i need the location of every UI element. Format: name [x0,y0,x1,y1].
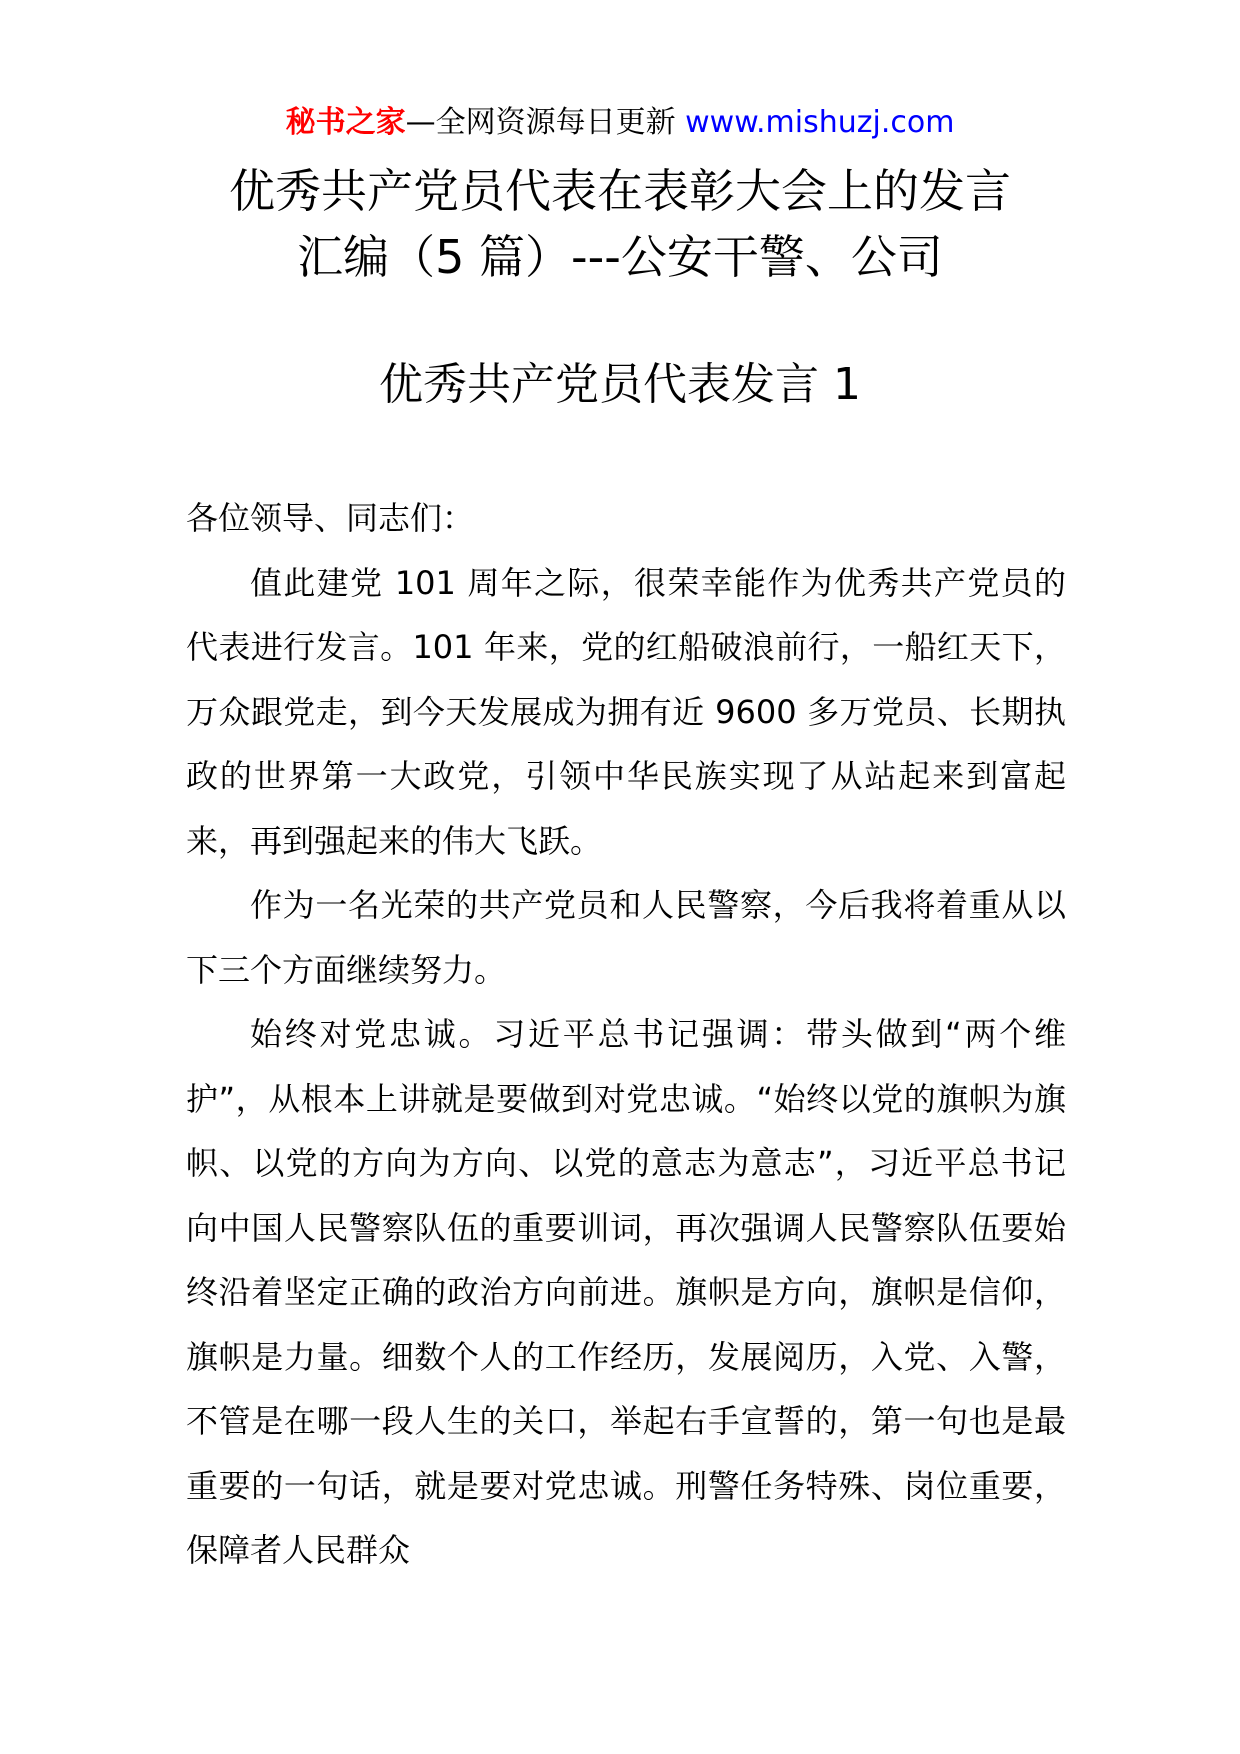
site-slogan: —全网资源每日更新 [405,105,686,140]
section-title: 优秀共产党员代表发言 1 [379,359,861,410]
site-brand: 秘书之家 [285,105,406,140]
site-url-link[interactable]: www.mishuzj.com [685,105,955,140]
document-title-line-1: 优秀共产党员代表在表彰大会上的发言 [229,164,1011,218]
salutation: 各位领导、同志们： [186,499,475,537]
paragraph-2: 作为一名光荣的共产党员和人民警察，今后我将着重从以下三个方面继续努力。 [186,886,1066,989]
document-body [186,486,1066,1583]
site-header [0,102,1240,144]
paragraph-1: 值此建党 101 周年之际，很荣幸能作为优秀共产党员的代表进行发言。101 年来，党的红船破浪前行，一船红天下，万众跟党走，到今天发展成为拥有近 9600 多万党员、长期执政的世界第一大政党，引领中华民族实现了从站起来到富起来，再到强起来的伟大飞跃。 [186,563,1066,860]
document-title-line-2: 汇编（5 篇）---公安干警、公司 [297,230,943,284]
document-title [0,158,1240,290]
paragraph-3: 始终对党忠诚。习近平总书记强调：带头做到“两个维护”，从根本上讲就是要做到对党忠诚。“始终以党的旗帜为旗帜、以党的方向为方向、以党的意志为意志”，习近平总书记向中国人民警察队伍的重要训词，再次强调人民警察队伍要始终沿着坚定正确的政治方向前进。旗帜是方向，旗帜是信仰，旗帜是力量。细数个人的工作经历，发展阅历，入党、入警，不管是在哪一段人生的关口，举起右手宣誓的，第一句也是最重要的一句话，就是要对党忠诚。刑警任务特殊、岗位重要，保障者人民群众 [186,1015,1066,1569]
